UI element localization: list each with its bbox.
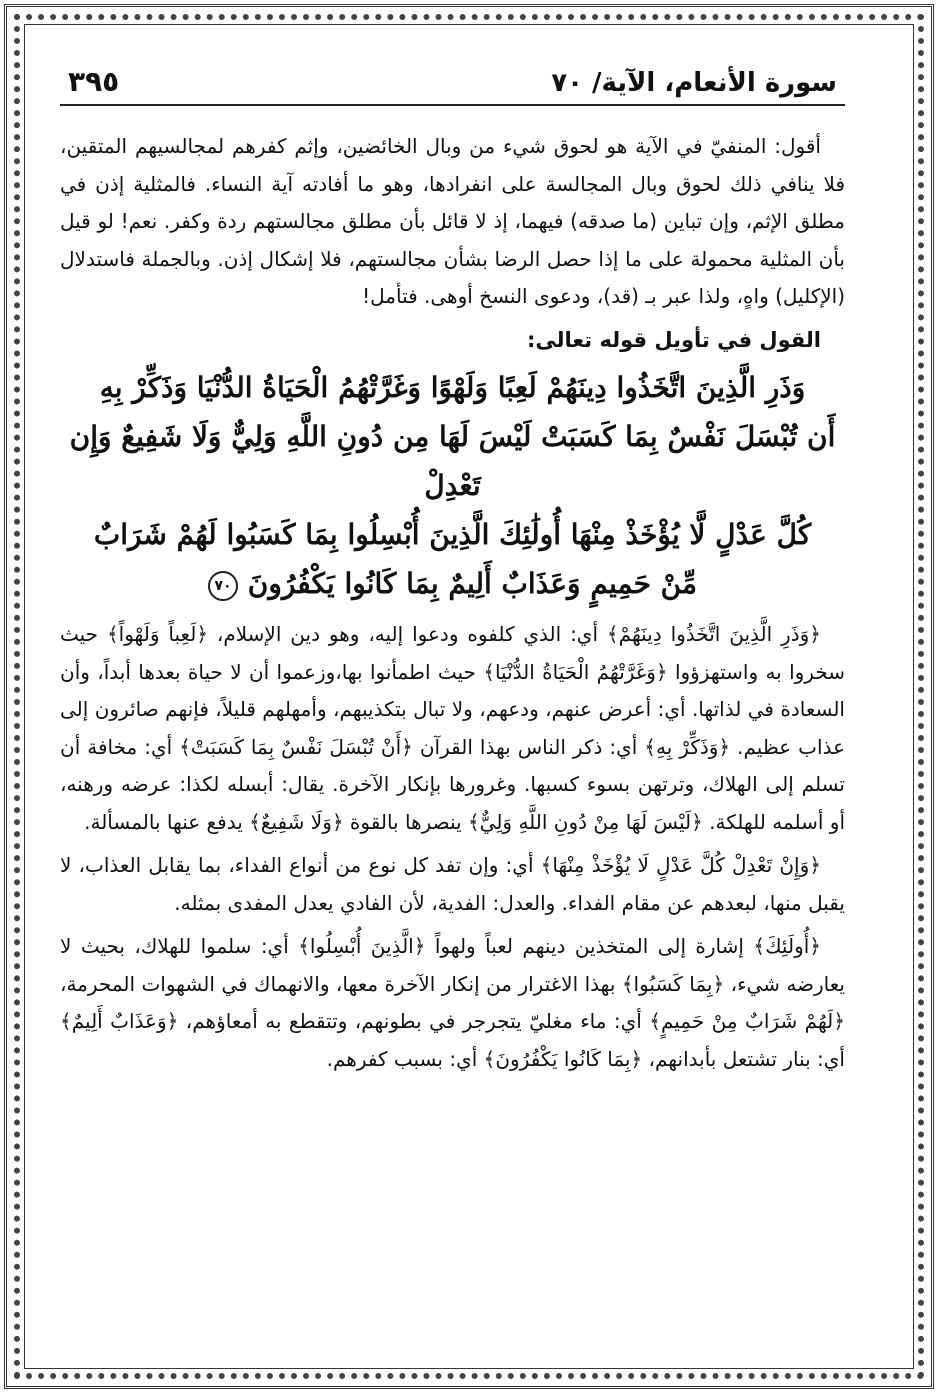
commentary-paragraph-1: ﴿وَذَرِ الَّذِينَ اتَّخَذُوا دِينَهُمْ﴾ أي: الذي كلفوه ودعوا إليه، وهو دين الإسلام، ﴿لَعِباً وَلَهْواً﴾ حيث سخروا به واستهزؤوا ﴿وَغَرَّتْهُمُ الْحَيَاةُ الدُّنْيَا﴾ حيث اطمأنوا بها،وزعموا أن لا حياة بعدها أبداً، وأن السعادة في لذاتها. أي: أعرض عنهم، ودعهم، ولا تبال بتكذيبهم، وأمهلهم قليلاً، فإنهم صائرون إلى عذاب عظيم. ﴿وَذَكِّرْ بِهِ﴾ أي: ذكر الناس بهذا القرآن ﴿أَنْ تُبْسَلَ نَفْسٌ بِمَا كَسَبَتْ﴾ أي: مخافة أن تسلم إلى الهلاك، وترتهن بسوء كسبها. وغرورها بإنكار الآخرة. يقال: أبسله لكذا: عرضه ورهنه، أو أسلمه للهلكة. ﴿لَيْسَ لَهَا مِنْ دُونِ اللَّهِ وَلِيٌّ﴾ ينصرها بالقوة ﴿وَلَا شَفِيعٌ﴾ يدفع عنها بالمسألة. bbox=[60, 622, 845, 834]
running-header bbox=[60, 60, 845, 106]
chapter-title: سورة الأنعام، الآية/ ٧٠ bbox=[551, 68, 837, 98]
intro-paragraph: أقول: المنفيّ في الآية هو لحوق شيء من وبال الخائضين، وإثم كفرهم لمجالسيهم المتقين، فلا ينافي ذلك لحوق وبال المجالسة على انفرادها، وهو ما أفادته آية النساء. فالمثلية إذن في مطلق الإثم، وإن تباين (ما صدقه) فيهما، إذ لا قائل بأن مطلق مجالستهم ردة وكفر. نعم! لو قيل بأن المثلية محمولة على ما إذا حصل الرضا بشأن مجالستهم، فلا إشكال إذن. وبالجملة فاستدلال (الإكليل) واهٍ، ولذا عبر بـ (قد)، ودعوى النسخ أوهى. فتأمل! bbox=[60, 134, 845, 308]
verse-line-1: وَذَرِ الَّذِينَ اتَّخَذُوا دِينَهُمْ لَعِبًا وَلَهْوًا وَغَرَّتْهُمُ الْحَيَاةُ الدُّنْيَا وَذَكِّرْ بِهِ bbox=[99, 371, 806, 404]
verse-line-2: أَن تُبْسَلَ نَفْسٌ بِمَا كَسَبَتْ لَيْسَ لَهَا مِن دُونِ اللَّهِ وَلِيٌّ وَلَا شَفِيعٌ وَإِن تَعْدِلْ bbox=[69, 420, 836, 502]
verse-line-3: كُلَّ عَدْلٍ لَّا يُؤْخَذْ مِنْهَا أُولَٰئِكَ الَّذِينَ أُبْسِلُوا بِمَا كَسَبُوا لَهُمْ شَرَابٌ bbox=[93, 518, 812, 551]
page-number: ٣٩٥ bbox=[68, 65, 120, 98]
section-heading: القول في تأويل قوله تعالى: bbox=[527, 327, 821, 352]
commentary-paragraph-2: ﴿وَإِنْ تَعْدِلْ كُلَّ عَدْلٍ لَا يُؤْخَذْ مِنْهَا﴾ أي: وإن تفد كل نوع من أنواع الفداء، بما يقابل العذاب، لا يقبل منها، لبعدهم عن مقام الفداء. والعدل: الفدية، لأن الفادي يعدل المفدى بمثله. bbox=[60, 853, 845, 915]
page-body bbox=[60, 106, 845, 1078]
quran-verse bbox=[60, 363, 845, 608]
verse-line-4 bbox=[60, 559, 845, 608]
book-page bbox=[60, 60, 845, 1320]
verse-number-mark: ٧٠ bbox=[208, 571, 238, 601]
commentary-paragraph-3: ﴿أُولَئِكَ﴾ إشارة إلى المتخذين دينهم لعباً ولهواً ﴿الَّذِينَ أُبْسِلُوا﴾ أي: سلموا للهلاك، بحيث لا يعارضه شيء، ﴿بِمَا كَسَبُوا﴾ بهذا الاغترار من إنكار الآخرة معها، والانهماك في الشهوات المحرمة، ﴿لَهُمْ شَرَابٌ مِنْ حَمِيمٍ﴾ أي: ماء مغليّ يتجرجر في بطونهم، وتتقطع به أمعاؤهم، ﴿وَعَذَابٌ أَلِيمٌ﴾ أي: بنار تشتعل بأبدانهم، ﴿بِمَا كَانُوا يَكْفُرُونَ﴾ أي: بسبب كفرهم. bbox=[60, 934, 845, 1071]
verse-line-4-text: مِّنْ حَمِيمٍ وَعَذَابٌ أَلِيمٌ بِمَا كَانُوا يَكْفُرُونَ bbox=[247, 567, 697, 600]
